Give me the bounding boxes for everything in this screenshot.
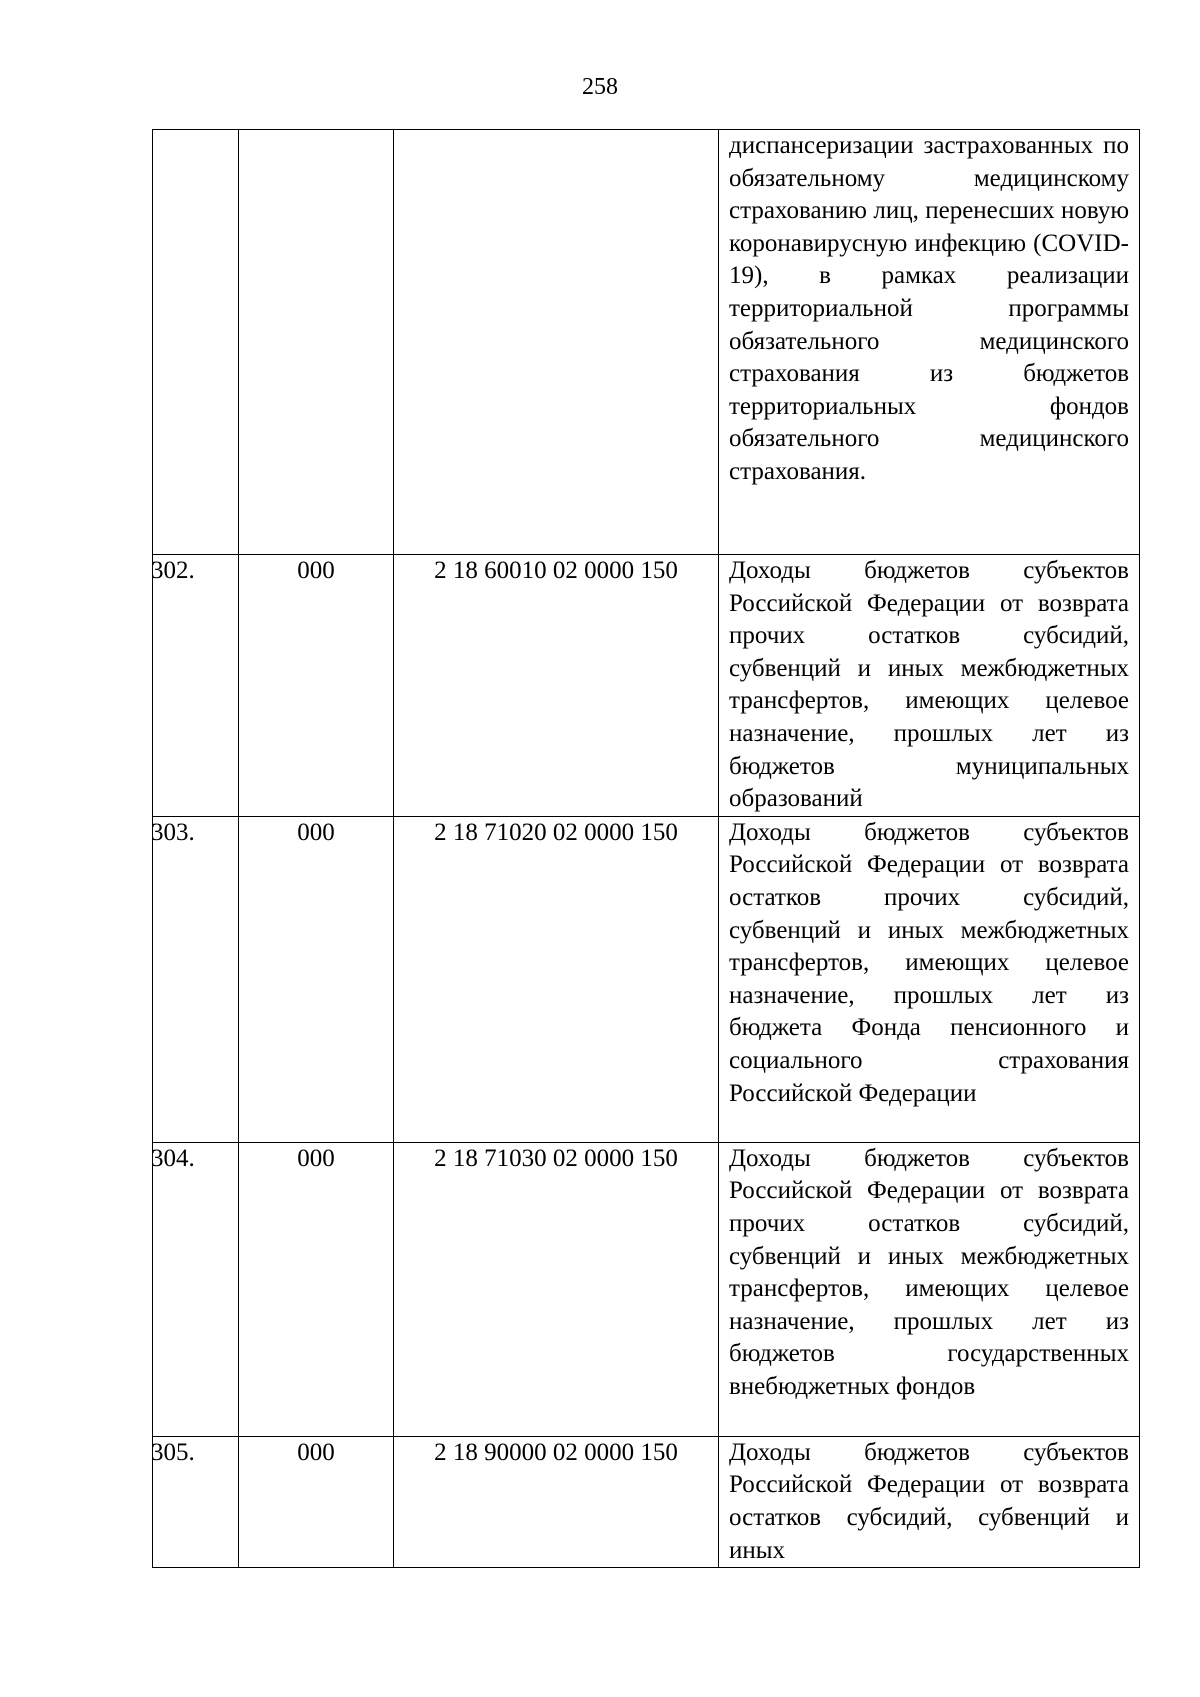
budget-code-cell [394, 130, 719, 555]
table-row [153, 1436, 1140, 1567]
table-row [153, 555, 1140, 817]
admin-code-cell [239, 130, 394, 555]
admin-code-cell: 000 [239, 816, 394, 1142]
budget-code-cell: 2 18 71020 02 0000 150 [394, 816, 719, 1142]
description-cell: диспансеризации застрахованных по обязательному медицинскому страхованию лиц, перенесших новую коронавирусную инфекцию (COVID-19), в рамках реализации территориальной программы обязательного медицинского страхования из бюджетов территориальных фондов обязательного медицинского страхования. [719, 130, 1140, 555]
row-number-cell: 304. [153, 1142, 239, 1436]
revenue-codes-table [152, 129, 1140, 1568]
budget-code-cell: 2 18 90000 02 0000 150 [394, 1436, 719, 1567]
table-row [153, 1142, 1140, 1436]
budget-code-cell: 2 18 71030 02 0000 150 [394, 1142, 719, 1436]
description-cell: Доходы бюджетов субъектов Российской Федерации от возврата остатков прочих субсидий, субвенций и иных межбюджетных трансфертов, имеющих целевое назначение, прошлых лет из бюджета Фонда пенсионного и социального страхования Российской Федерации [719, 816, 1140, 1142]
description-cell: Доходы бюджетов субъектов Российской Федерации от возврата прочих остатков субсидий, субвенций и иных межбюджетных трансфертов, имеющих целевое назначение, прошлых лет из бюджетов государственных внебюджетных фондов [719, 1142, 1140, 1436]
admin-code-cell: 000 [239, 555, 394, 817]
page-number: 258 [582, 74, 618, 100]
admin-code-cell: 000 [239, 1436, 394, 1567]
table-row [153, 130, 1140, 555]
budget-code-cell: 2 18 60010 02 0000 150 [394, 555, 719, 817]
row-number-cell [153, 130, 239, 555]
row-number-cell: 302. [153, 555, 239, 817]
admin-code-cell: 000 [239, 1142, 394, 1436]
row-number-cell: 305. [153, 1436, 239, 1567]
description-cell: Доходы бюджетов субъектов Российской Федерации от возврата прочих остатков субсидий, субвенций и иных межбюджетных трансфертов, имеющих целевое назначение, прошлых лет из бюджетов муниципальных образований [719, 555, 1140, 817]
row-number-cell: 303. [153, 816, 239, 1142]
description-cell: Доходы бюджетов субъектов Российской Федерации от возврата остатков субсидий, субвенций и иных [719, 1436, 1140, 1567]
table-row [153, 816, 1140, 1142]
